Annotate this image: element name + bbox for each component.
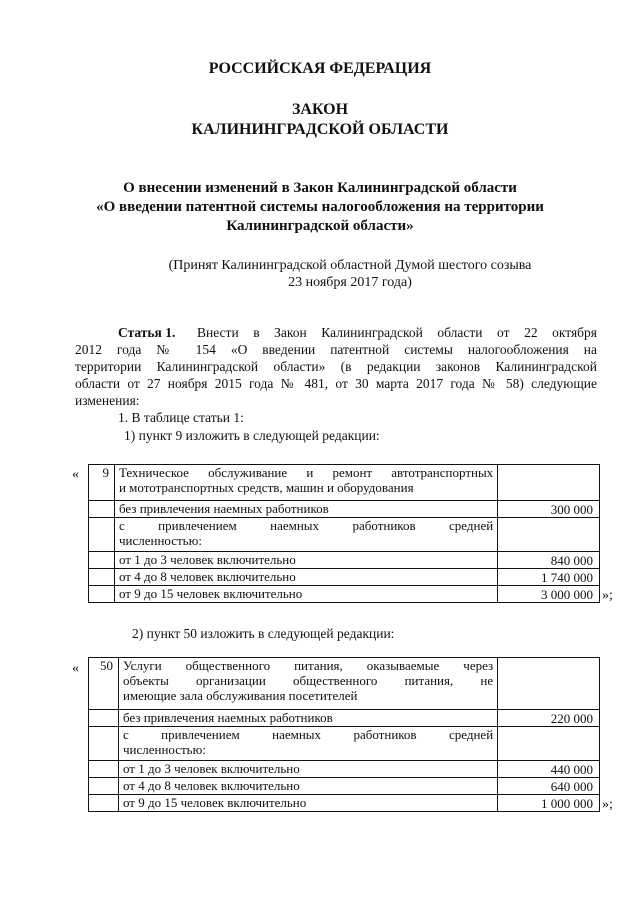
adopted-line-1: (Принят Калининградской областной Думой шестого созыва — [168, 258, 532, 273]
table-row — [89, 465, 600, 501]
sub-item-1: 1) пункт 9 изложить в следующей редакции: — [124, 428, 380, 443]
table2-desc-line-2: объекты организации общественного питания, не — [122, 673, 494, 688]
table2-row-label: от 1 до 3 человек включительно — [118, 761, 497, 778]
table2-desc-line-1: Услуги общественного питания, оказываемые через — [122, 658, 494, 673]
table1-row-value: 3 000 000 — [498, 586, 600, 603]
table1-desc-line-2: и мототранспортных средств, машин и оборудования — [118, 480, 414, 495]
table1-row-label: от 9 до 15 человек включительно — [114, 586, 497, 603]
table1-number: 9 — [89, 465, 115, 501]
table2-row-value: 640 000 — [498, 778, 600, 795]
table2-number: 50 — [89, 658, 119, 710]
table2-row-value: 1 000 000 — [498, 795, 600, 812]
table1-desc-line-1: Техническое обслуживание и ремонт автотранспортных — [118, 465, 494, 480]
table2-close-quote: »; — [602, 797, 613, 812]
table2-empty-value — [498, 658, 600, 710]
region-heading: КАЛИНИНГРАДСКОЙ ОБЛАСТИ — [191, 121, 449, 138]
table2-row-label: от 4 до 8 человек включительно — [118, 778, 497, 795]
table2-row-label — [118, 727, 497, 761]
article-line-2: 2012 года № 154 «О введении патентной системы налогообложения на — [75, 342, 597, 357]
table2 — [88, 657, 600, 812]
article-line-5: изменения: — [75, 393, 140, 408]
table2-blank-cell — [89, 778, 119, 795]
table1-blank-cell — [89, 501, 115, 518]
table1-row-label-line-2: численностью: — [118, 533, 202, 548]
table2-row-value: 220 000 — [498, 710, 600, 727]
table2-row-value — [498, 727, 600, 761]
table2-row-label: от 9 до 15 человек включительно — [118, 795, 497, 812]
table2-description — [118, 658, 497, 710]
country-heading: РОССИЙСКАЯ ФЕДЕРАЦИЯ — [208, 60, 432, 77]
sub-item-2: 2) пункт 50 изложить в следующей редакции: — [132, 626, 395, 641]
table1 — [88, 464, 600, 603]
article-label-text: Статья 1. — [118, 325, 176, 340]
law-title-line-1: О внесении изменений в Закон Калининградской области — [123, 180, 517, 196]
table1-row-value: 300 000 — [498, 501, 600, 518]
table-row — [89, 552, 600, 569]
table1-row-label: от 4 до 8 человек включительно — [114, 569, 497, 586]
table1-blank-cell — [89, 552, 115, 569]
table2-blank-cell — [89, 710, 119, 727]
article-line-3: территории Калининградской области» (в редакции законов Калининградской — [75, 359, 597, 374]
table-row — [89, 658, 600, 710]
article-line-1: Внести в Закон Калининградской области от 22 октября — [197, 325, 597, 340]
table-row — [89, 795, 600, 812]
table1-empty-value — [498, 465, 600, 501]
table-row — [89, 727, 600, 761]
table1-row-label-line-1: с привлечением наемных работников средней — [118, 518, 494, 533]
table1-row-value — [498, 518, 600, 552]
table1-row-value: 840 000 — [498, 552, 600, 569]
table2-open-quote: « — [72, 661, 79, 676]
table2-row-label: без привлечения наемных работников — [118, 710, 497, 727]
table2-blank-cell — [89, 727, 119, 761]
law-title-line-2: «О введении патентной системы налогообложения на территории — [96, 199, 544, 215]
table1-row-value: 1 740 000 — [498, 569, 600, 586]
table1-blank-cell — [89, 518, 115, 552]
table2-desc-line-3: имеющие зала обслуживания посетителей — [122, 688, 358, 703]
doc-type-heading: ЗАКОН — [291, 101, 349, 118]
table1-row-label — [114, 518, 497, 552]
table-row — [89, 518, 600, 552]
table2-row-label-line-1: с привлечением наемных работников средней — [122, 727, 494, 742]
table1-description — [114, 465, 497, 501]
table2-row-value: 440 000 — [498, 761, 600, 778]
article-line-4: области от 27 ноября 2015 года № 481, от 30 марта 2017 года № 58) следующие — [75, 376, 597, 391]
item-1: 1. В таблице статьи 1: — [118, 410, 244, 425]
table-row — [89, 710, 600, 727]
table2-blank-cell — [89, 761, 119, 778]
table-row — [89, 569, 600, 586]
table1-row-label: от 1 до 3 человек включительно — [114, 552, 497, 569]
table-row — [89, 586, 600, 603]
table-row — [89, 501, 600, 518]
table1-blank-cell — [89, 586, 115, 603]
table1-close-quote: »; — [602, 588, 613, 603]
table-row — [89, 761, 600, 778]
table-row — [89, 778, 600, 795]
article-label — [118, 325, 175, 341]
table1-blank-cell — [89, 569, 115, 586]
adopted-line-2: 23 ноября 2017 года) — [288, 275, 412, 290]
table2-row-label-line-2: численностью: — [122, 742, 206, 757]
law-title-line-3: Калининградской области» — [226, 218, 414, 234]
table2-blank-cell — [89, 795, 119, 812]
table1-row-label: без привлечения наемных работников — [114, 501, 497, 518]
table1-open-quote: « — [72, 467, 79, 482]
